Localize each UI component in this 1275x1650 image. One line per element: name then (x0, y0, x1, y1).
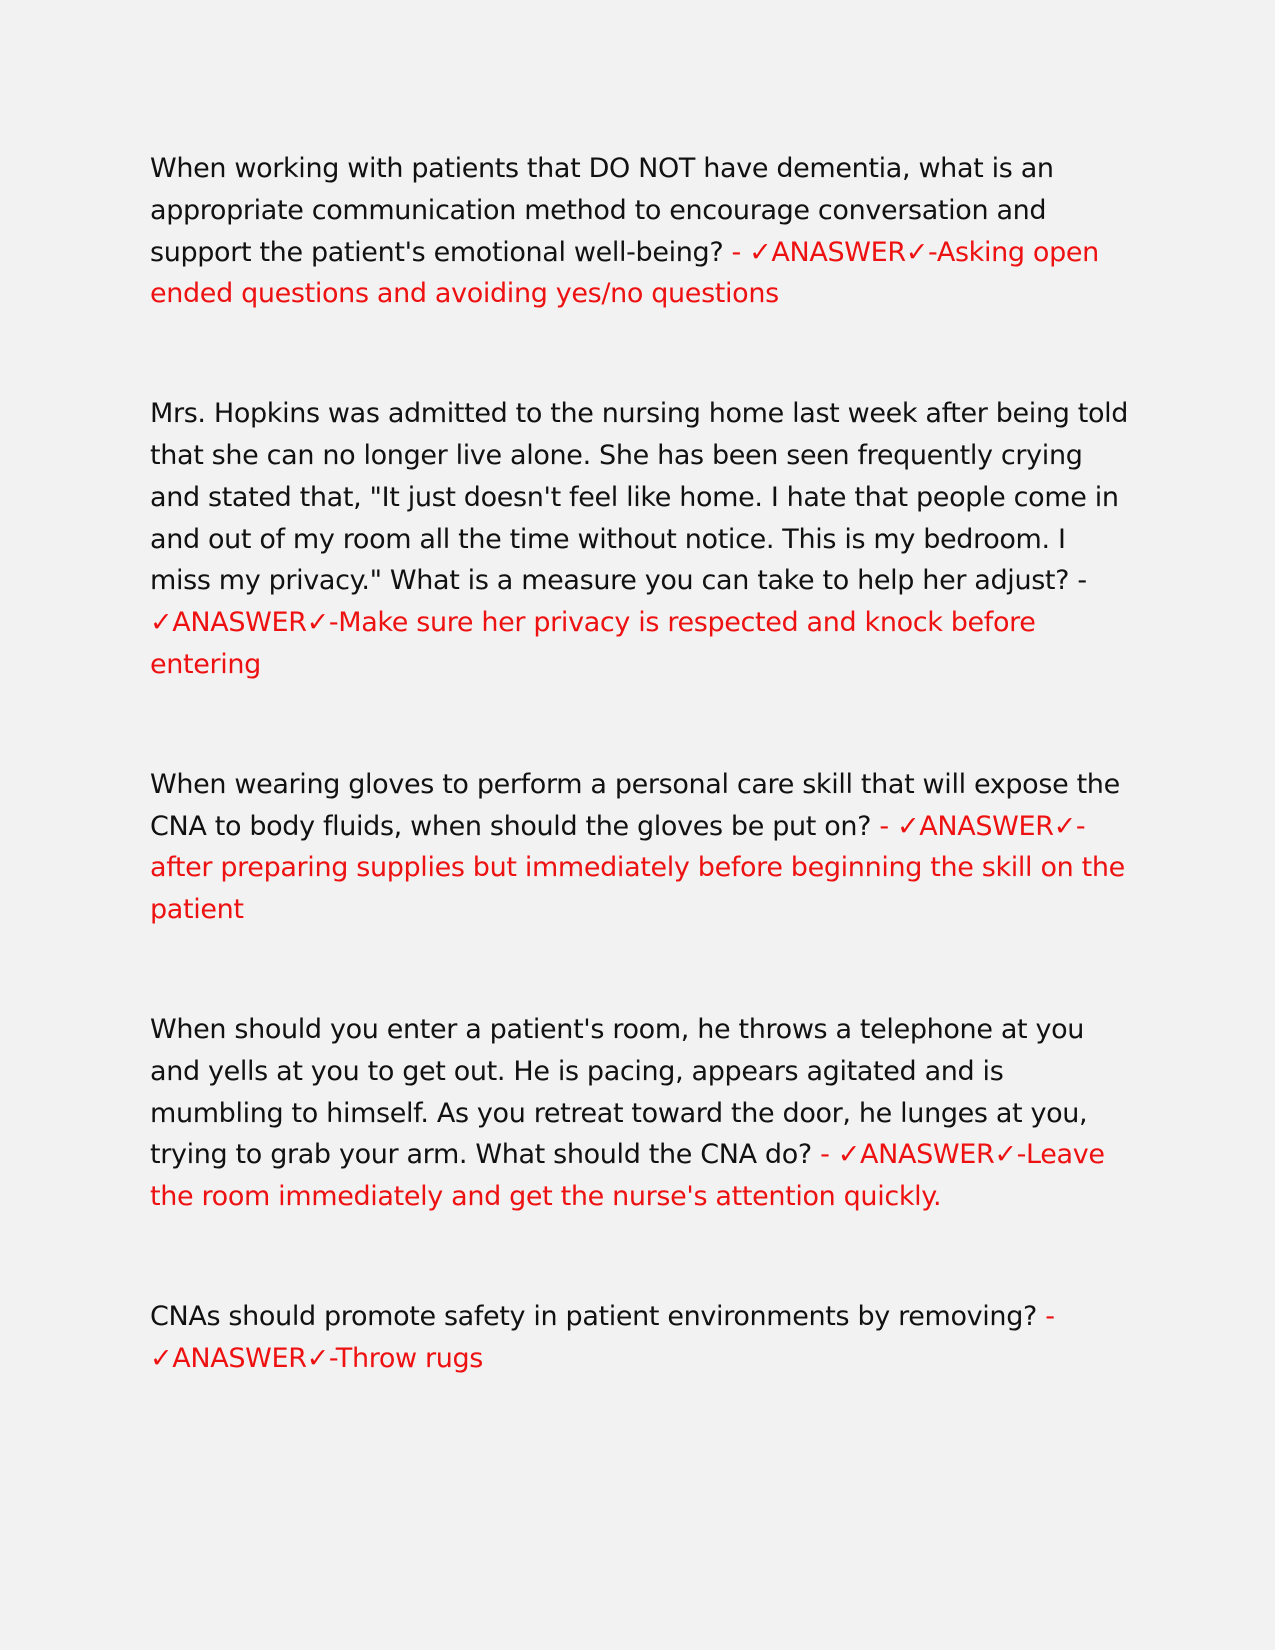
question-text: When should you enter a patient's room, he throws a telephone at you and yells at you to get out. He is pacing, appears agitated and is mumbling to himself. As you retreat toward the door, he lunges at you, trying to grab your arm. What should the CNA do? (150, 1013, 1088, 1171)
qa-item-3 (150, 764, 1130, 931)
question-text: When working with patients that DO NOT have dementia, what is an appropriate communication method to encourage conversation and support the patient's emotional well-being? (150, 153, 1054, 268)
answer-text: - ✓ANASWER✓-Leave the room immediately and get the nurse's attention quickly. (150, 1139, 1105, 1213)
answer-text: - ✓ANASWER✓- after preparing supplies but immediately before beginning the skill on the patient (150, 810, 1125, 926)
answer-text: - ✓ANASWER✓-Throw rugs (150, 1300, 1055, 1374)
qa-item-4 (150, 1009, 1130, 1218)
question-text: When wearing gloves to perform a personal care skill that will expose the CNA to body fluids, when should the gloves be put on? (150, 768, 1120, 842)
qa-item-1 (150, 148, 1130, 315)
question-text: Mrs. Hopkins was admitted to the nursing home last week after being told that she can no longer live alone. She has been seen frequently crying and stated that, "It just doesn't feel like home. I hate that people come in and out of my room all the time without notice. This is my bedroom. I miss my privacy." What is a measure you can take to help her adjust? - (150, 398, 1129, 597)
answer-text: - ✓ANASWER✓-Asking open ended questions and avoiding yes/no questions (150, 236, 1099, 310)
qa-item-5 (150, 1296, 1130, 1380)
qa-item-2 (150, 393, 1130, 686)
document-page (150, 148, 1130, 1458)
answer-text: ✓ANASWER✓-Make sure her privacy is respected and knock before entering (150, 607, 1036, 680)
question-text: CNAs should promote safety in patient environments by removing? (150, 1300, 1046, 1332)
